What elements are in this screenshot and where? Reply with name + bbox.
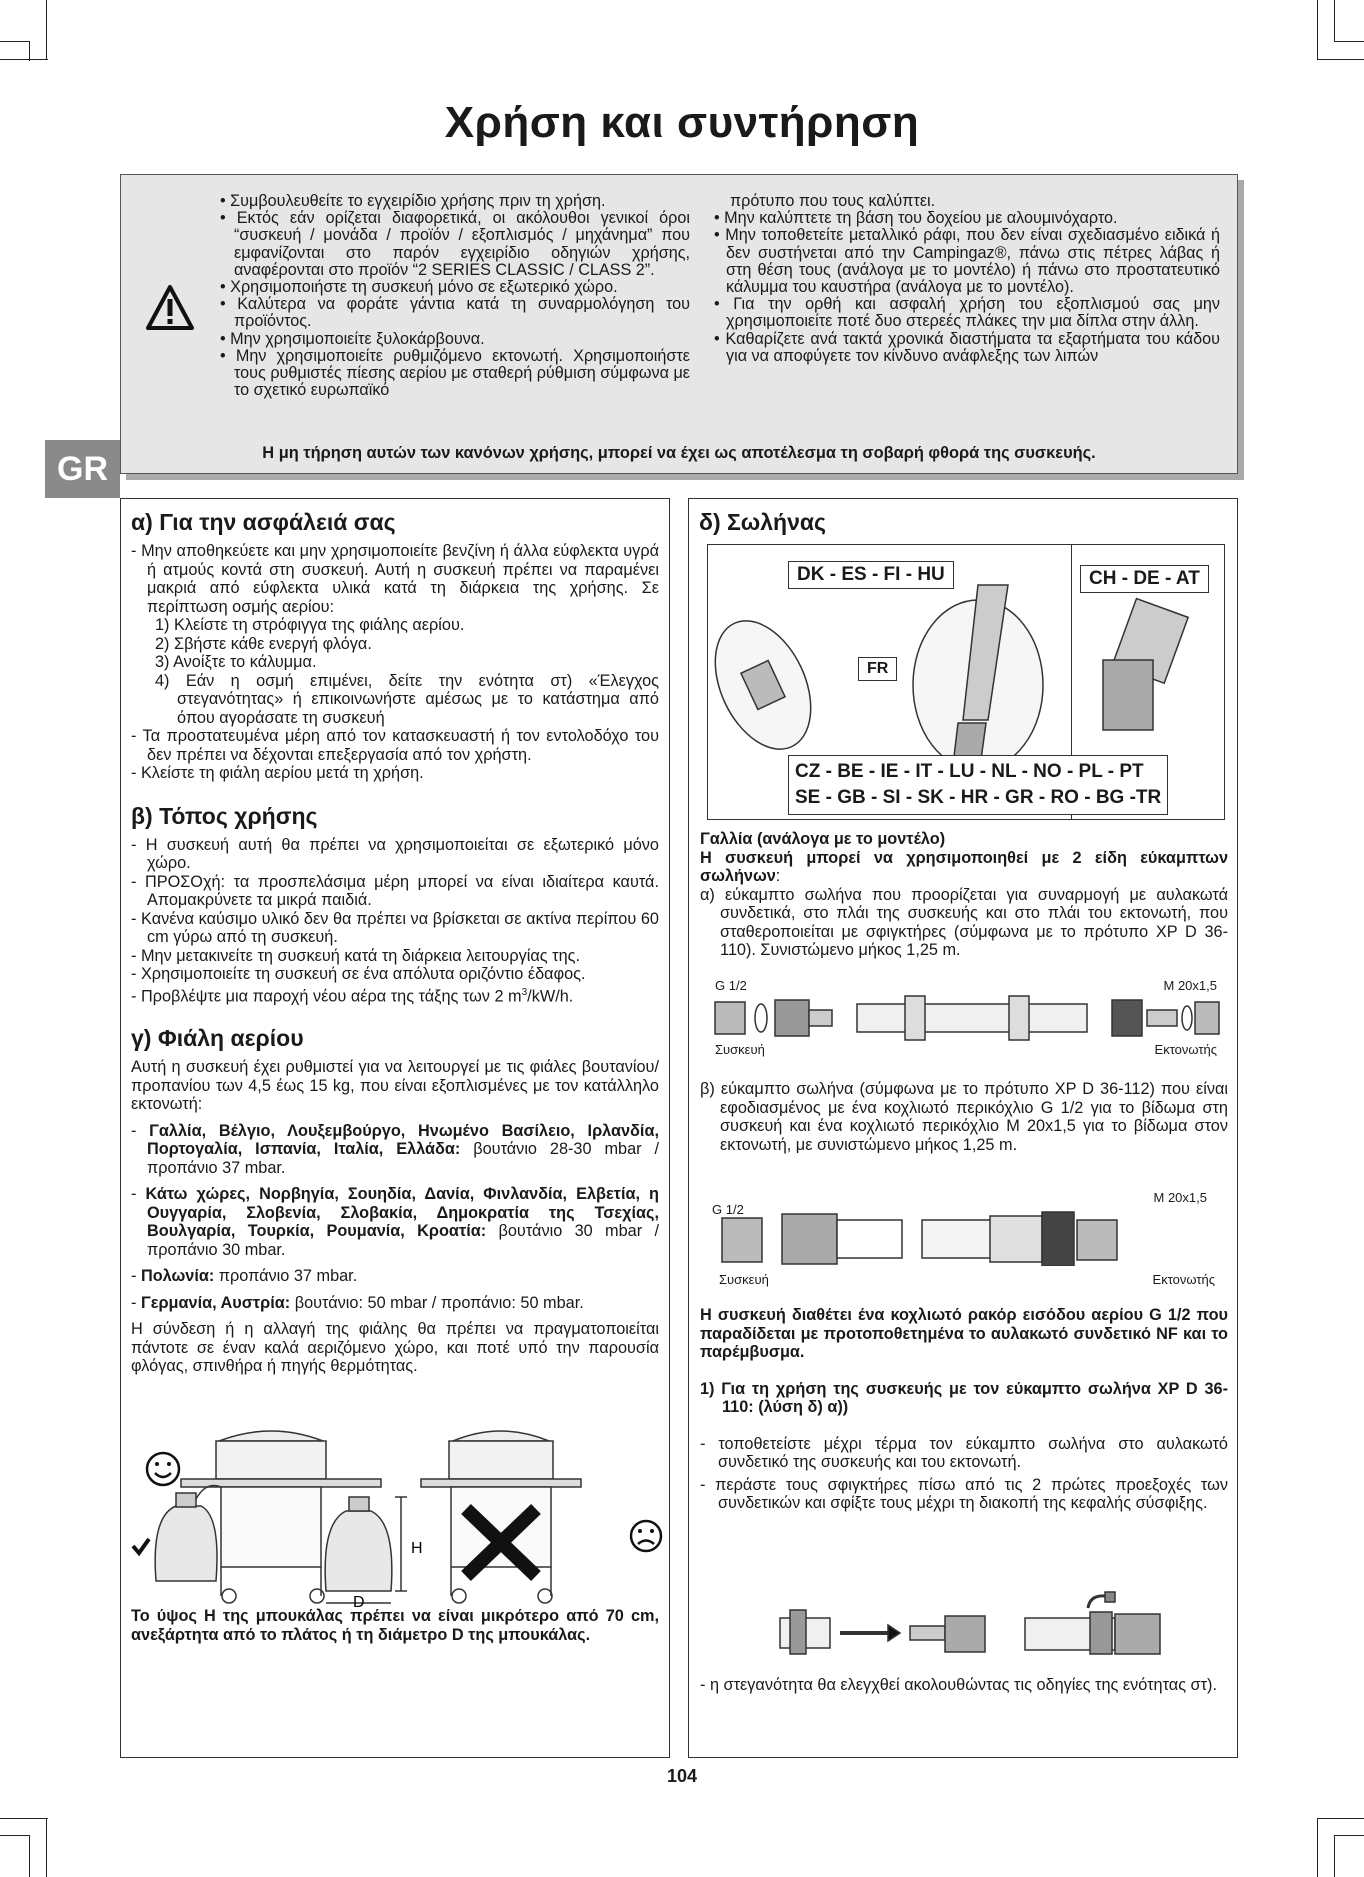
sad-face-icon xyxy=(631,1521,661,1551)
instructions-block xyxy=(700,1306,1228,1513)
superscript: 3 xyxy=(521,986,528,998)
bottle-dimension xyxy=(325,1497,407,1603)
hose-text xyxy=(700,830,1228,960)
country-item xyxy=(131,1122,659,1178)
bottle-height-note: Το ύψος Η της μπουκάλας πρέπει να είναι μικρότερο από 70 cm, ανεξάρτητα από το πλάτος ή τη διάμετρο D της μπουκάλας. xyxy=(131,1607,659,1644)
hose-option-b-figure xyxy=(707,1190,1225,1286)
text: προπάνιο 37 mbar. xyxy=(214,1267,358,1286)
section-a-heading: α) Για την ασφάλειά σας xyxy=(131,509,396,535)
text: - xyxy=(131,1185,146,1204)
bbq-right xyxy=(421,1431,581,1603)
paragraph: - Μην αποθηκεύετε και μην χρησιμοποιείτε βενζίνη ή άλλα εύφλεκτα υγρά ή ατμούς κοντά στη συσκευή. Αυτή η συσκευή πρέπει να παραμένει μακριά από εύφλεκτα υλικά κατά τη διάρκεια της χρήσης. Σε περίπτωση οσμής αερίου: xyxy=(131,542,659,616)
text: βουτάνιο 28-30 mbar / προπάνιο 37 mbar. xyxy=(147,1140,659,1177)
hose-connectors-diagram xyxy=(707,544,1225,820)
inlet-note: Η συσκευή διαθέτει ένα κοχλιωτό ρακόρ εισόδου αερίου G 1/2 που παραδίδεται με προτοποθετημένα το αυλακωτό συνδετικό NF και το παρέμβυσμα. xyxy=(700,1306,1228,1361)
clamp-figure xyxy=(760,1590,1180,1670)
text: Η συσκευή μπορεί να χρησιμοποιηθεί με 2 είδη εύκαμπτων σωλήνων xyxy=(700,848,1228,885)
warning-item: • Μην χρησιμοποιείτε ρυθμιζόμενο εκτονωτή. Χρησιμοποιήστε τους ρυθμιστές πίεσης αερίου με σταθερή ρύθμιση σύμφωνα με το σχετικό ευρωπαϊκό xyxy=(220,346,690,400)
regulator-label: Εκτονωτής xyxy=(1152,1272,1215,1287)
list-item: - Κανένα καύσιμο υλικό δεν θα πρέπει να βρίσκεται σε ακτίνα περίπου 60 cm γύρω από τη συσκευή. xyxy=(131,909,659,946)
m20-label: M 20x1,5 xyxy=(1153,1190,1207,1205)
country-tag-ch-de-at: CH - DE - AT xyxy=(1080,565,1209,593)
country-item xyxy=(131,1267,659,1286)
france-subtitle xyxy=(700,849,1228,886)
country-item xyxy=(131,1294,659,1313)
smiley-icon xyxy=(147,1453,179,1485)
country-tag-fr: FR xyxy=(858,657,897,681)
warning-footer: Η μη τήρηση αυτών των κανόνων χρήσης, μπορεί να έχει ως αποτέλεσμα τη σοβαρή φθορά της συσκευής. xyxy=(262,444,1096,462)
m20-label: M 20x1,5 xyxy=(1163,978,1217,993)
paragraph: Η σύνδεση ή η αλλαγή της φιάλης θα πρέπει να πραγματοποιείται πάντοτε σε έναν καλά αεριζόμενο χώρο, και ποτέ υπό την παρουσία φλόγας, σπινθήρα ή πηγής θερμότητας. xyxy=(131,1320,659,1376)
option-b: β) εύκαμπτο σωλήνα (σύμφωνα με το πρότυπο XP D 36-112) που είναι εφοδιασμένος με ένα κοχλιωτό περικόχλιο G 1/2 για το βίδωμα στη συσκευή και ένα κοχλιωτό περικόχλιο M 20x1,5 για το βίδωμα στον εκτονωτή, με συνιστώμενο μήκος 1,25 m. xyxy=(700,1080,1228,1154)
paragraph: - Κλείστε τη φιάλη αερίου μετά τη χρήση. xyxy=(131,764,424,782)
text: Γαλλία, Βέλγιο, Λουξεμβούργο, Ηνωμένο Βασίλειο, Ιρλανδία, Πορτογαλία, Ισπανία, Ιταλία, Ελλάδα: xyxy=(147,1121,659,1159)
text: - xyxy=(131,1267,141,1286)
warning-item: • Χρησιμοποιήστε τη συσκευή μόνο σε εξωτερικό χώρο. xyxy=(220,278,618,297)
instruction-item: - περάστε τους σφιγκτήρες πίσω από τις 2 πρώτες προεξοχές των συνδετικών και σφίξτε τους μέχρι τη διακοπή της κεφαλής σύσφιξης. xyxy=(700,1475,1228,1512)
g12-label: G 1/2 xyxy=(715,978,747,993)
hose-a-drawing xyxy=(707,992,1225,1042)
warning-right-column xyxy=(712,193,1220,365)
warning-item: • Μην τοποθετείτε μεταλλικό ράφι, που δεν είναι σχεδιασμένο ειδικά ή δεν συστήνεται από την Campingaz®, πάνω στις πέτρες λάβας ή στη θέση τους (ανάλογα με το μοντέλο) ή πάνω στο προστατευτικό κάλυμμα του καυστήρα (ανάλογα με το μοντέλο). xyxy=(714,226,1220,297)
warning-item: • Εκτός εάν ορίζεται διαφορετικά, οι ακόλουθοι γενικοί όροι “συσκευή / μονάδα / προϊόν / εξοπλισμός / μηχάνημα” που εμφανίζονται στο παρόν εγχειρίδιο οδηγιών χρήσης, αναφέρονται στο προϊόν “2 SERIES CLASSIC / CLASS 2”. xyxy=(220,209,690,279)
g12-label: G 1/2 xyxy=(712,1202,744,1217)
final-instruction xyxy=(700,1676,1228,1695)
paragraph: - Τα προστατευμένα μέρη από τον κατασκευαστή ή τον εντολοδόχο του δεν πρέπει να δέχονται επεξεργασία από τον χρήστη. xyxy=(131,727,659,764)
country-tag-dk-es-fi-hu: DK - ES - FI - HU xyxy=(788,561,954,589)
tag-line: SE - GB - SI - SK - HR - GR - RO - BG -TR xyxy=(795,787,1162,808)
section-b-heading: β) Τόπος χρήσης xyxy=(131,802,318,829)
list-item: - Η συσκευή αυτή θα πρέπει να χρησιμοποιείται σε εξωτερικό μόνο χώρο. xyxy=(131,835,659,872)
step-1-heading: 1) Για τη χρήση της συσκευής με τον εύκαμπτο σωλήνα XP D 36-110: (λύση δ) α)) xyxy=(700,1379,1228,1416)
hose-option-a-figure xyxy=(707,978,1225,1058)
step: 1) Κλείστε τη στρόφιγγα της φιάλης αερίου. xyxy=(155,616,465,634)
text: Κάτω χώρες, Νορβηγία, Σουηδία, Δανία, Φινλανδία, Ελβετία, η Ουγγαρία, Σλοβενία, Σλοβακία, Δημοκρατία της Τσεχίας, Βουλγαρία, Τουρκία, Ρουμανία, Κροατία: xyxy=(145,1185,659,1241)
list-item xyxy=(131,984,659,1006)
warning-item: • Μην καλύπτετε τη βάση του δοχείου με αλουμινόχαρτο. xyxy=(714,209,1118,228)
text: Γερμανία, Αυστρία: xyxy=(140,1293,291,1312)
warning-item: • Μην χρησιμοποιείτε ξυλοκάρβουνα. xyxy=(220,329,485,348)
warning-item: πρότυπο που τους καλύπτει. xyxy=(730,192,936,210)
instruction-item: - τοποθετείστε μέχρι τέρμα τον εύκαμπτο σωλήνα στο αυλακωτό συνδετικό της συσκευής και του εκτονωτή. xyxy=(700,1434,1228,1471)
gas-bottle-figure xyxy=(121,1411,669,1611)
section-d-heading: δ) Σωλήνας xyxy=(699,509,826,535)
list-item: - Χρησιμοποιείτε τη συσκευή σε ένα απόλυτα οριζόντιο έδαφος. xyxy=(131,965,586,983)
warning-triangle-icon xyxy=(145,284,195,332)
text: - xyxy=(131,1293,141,1312)
language-tab: GR xyxy=(45,440,120,498)
device-label: Συσκευή xyxy=(715,1042,765,1057)
warning-left-column xyxy=(214,193,690,399)
hose-b-drawing xyxy=(707,1206,1225,1266)
section-c-heading: γ) Φιάλη αερίου xyxy=(131,1025,304,1052)
text: : xyxy=(775,867,781,885)
text: βουτάνιο 30 mbar / προπάνιο 30 mbar. xyxy=(147,1222,659,1259)
text: βουτάνιο: 50 mbar / προπάνιο: 50 mbar. xyxy=(290,1293,584,1312)
device-label: Συσκευή xyxy=(719,1272,769,1287)
text: Πολωνία: xyxy=(140,1267,215,1286)
paragraph: Αυτή η συσκευή έχει ρυθμιστεί για να λειτουργεί με τις φιάλες βουτανίου/προπανίου των 4,5 έως 15 kg, που είναι εξοπλισμένες με τον κατάλληλο εκτονωτή: xyxy=(131,1058,659,1114)
warning-item: • Καθαρίζετε ανά τακτά χρονικά διαστήματα τα εξαρτήματα του κάδου για να αποφύγετε τον κίνδυνο ανάφλεξης των λιπών xyxy=(714,329,1220,365)
text: - xyxy=(131,1121,150,1140)
text: - Προβλέψτε μια παροχή νέου αέρα της τάξης των 2 m xyxy=(131,986,522,1005)
text: /kW/h. xyxy=(527,986,574,1005)
tag-line: CZ - BE - IE - IT - LU - NL - NO - PL - PT xyxy=(795,761,1144,782)
dim-h-label: H xyxy=(411,1540,423,1557)
step: 3) Ανοίξτε το κάλυμμα. xyxy=(155,653,317,671)
dim-d-label: D xyxy=(353,1594,365,1611)
list-item: - Μην μετακινείτε τη συσκευή κατά τη διάρκεια λειτουργίας της. xyxy=(131,946,580,965)
left-column xyxy=(120,498,670,1758)
check-icon xyxy=(133,1539,149,1553)
country-item xyxy=(131,1185,659,1259)
warning-item: • Για την ορθή και ασφαλή χρήση του εξοπλισμού σας μην χρησιμοποιείτε ποτέ δυο στερεές πλάκες την μια δίπλα στην άλλη. xyxy=(714,295,1220,331)
country-tag-list xyxy=(788,755,1168,815)
warning-item: • Καλύτερα να φοράτε γάντια κατά τη συναρμολόγηση του προϊόντος. xyxy=(220,295,690,331)
list-item: - ΠΡΟΣΟχή: τα προσπελάσιμα μέρη μπορεί να είναι ιδιαίτερα καυτά. Απομακρύνετε τα μικρά παιδιά. xyxy=(131,872,659,909)
regulator-label: Εκτονωτής xyxy=(1154,1042,1217,1057)
option-b-block xyxy=(700,1080,1228,1154)
page-title: Χρήση και συντήρηση xyxy=(444,98,920,147)
page-number: 104 xyxy=(666,1766,698,1786)
warning-item: • Συμβουλευθείτε το εγχειρίδιο χρήσης πριν τη χρήση. xyxy=(220,192,606,210)
step: 2) Σβήστε κάθε ενεργή φλόγα. xyxy=(155,634,372,653)
option-a: α) εύκαμπτο σωλήνα που προορίζεται για συναρμογή με αυλακωτά συνδετικά, στο πλάι της συσκευής και στο πλάι του εκτονωτή, που σταθεροποιείται με σφιγκτήρες (σύμφωνα με το πρότυπο XP D 36-110). Συνιστώμενο μήκος 1,25 m. xyxy=(700,885,1228,959)
instruction-item: - η στεγανότητα θα ελεγχθεί ακολουθώντας τις οδηγίες της ενότητας στ). xyxy=(700,1676,1217,1694)
step: 4) Εάν η οσμή επιμένει, δείτε την ενότητα στ) «Έλεγχος στεγανότητας» ή επικοινωνήστε αμέσως με το κατάστημα από όπου αγοράσατε τη συσκευή xyxy=(155,671,659,727)
france-title: Γαλλία (ανάλογα με το μοντέλο) xyxy=(700,830,946,848)
